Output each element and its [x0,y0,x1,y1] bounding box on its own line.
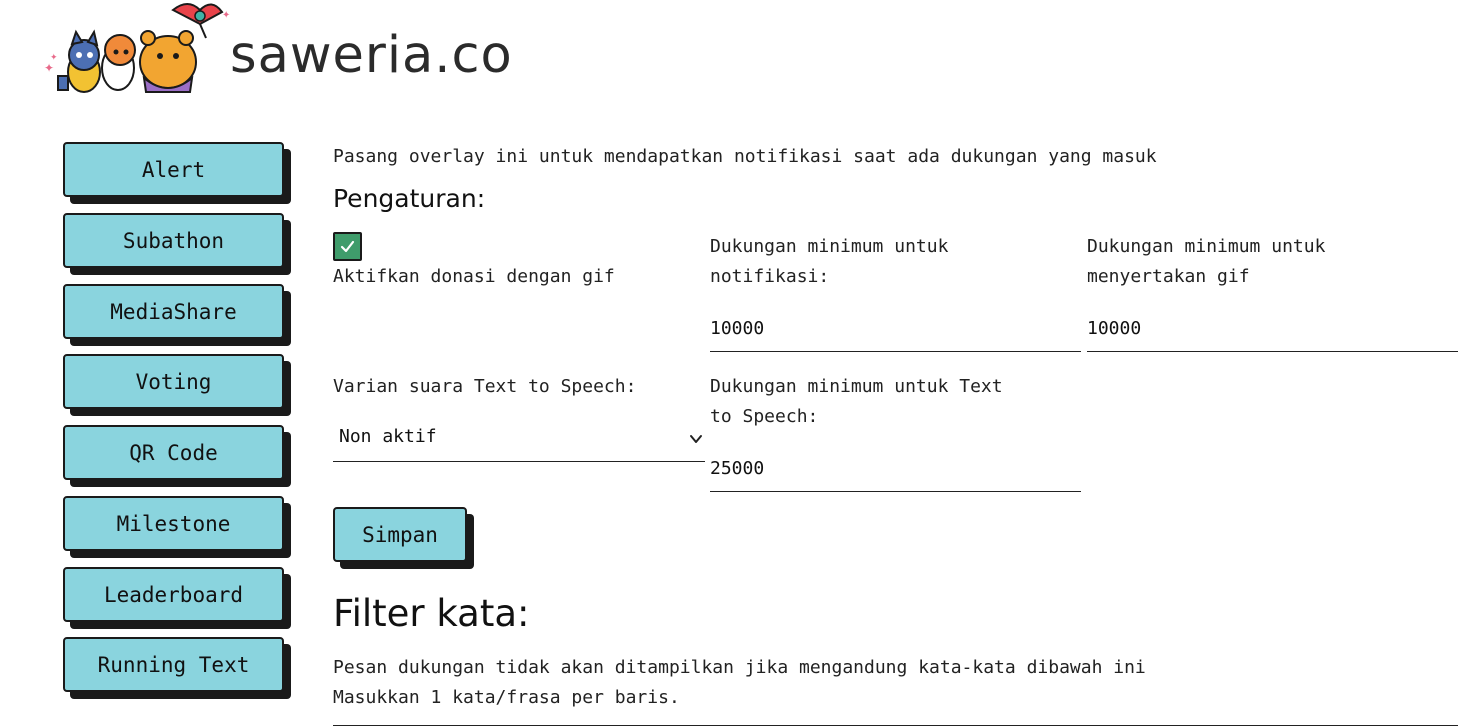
chevron-down-icon [689,432,703,446]
min-notification-label-2: notifikasi: [710,266,830,287]
min-tts-label-1: Dukungan minimum untuk Text [710,376,1003,397]
word-filter-textarea[interactable] [333,725,1458,726]
sidebar-item-alert[interactable]: Alert [63,142,284,197]
intro-text: Pasang overlay ini untuk mendapatkan notifikasi saat ada dukungan yang masuk [333,146,1157,167]
min-tts-input[interactable] [710,446,1081,492]
min-gif-value: 10000 [1087,318,1142,339]
gif-donation-checkbox[interactable] [333,232,362,261]
sidebar-item-qr-code[interactable]: QR Code [63,425,284,480]
min-gif-input[interactable] [1087,306,1458,352]
min-notification-value: 10000 [710,318,765,339]
word-filter-desc-line-1: Pesan dukungan tidak akan ditampilkan jika mengandung kata-kata dibawah ini [333,657,1146,678]
min-gif-label-1: Dukungan minimum untuk [1087,236,1326,257]
sidebar-item-leaderboard[interactable]: Leaderboard [63,567,284,622]
checkmark-icon [340,239,355,254]
settings-heading: Pengaturan: [333,184,486,213]
sidebar-item-mediashare[interactable]: MediaShare [63,284,284,339]
svg-text:✦: ✦ [222,10,231,21]
sidebar-item-subathon[interactable]: Subathon [63,213,284,268]
min-notification-label-1: Dukungan minimum untuk [710,236,949,257]
min-notification-input[interactable] [710,306,1081,352]
word-filter-desc-line-2: Masukkan 1 kata/frasa per baris. [333,687,680,708]
sidebar-item-milestone[interactable]: Milestone [63,496,284,551]
word-filter-description [333,653,1146,713]
min-tts-value: 25000 [710,458,765,479]
tts-voice-selected: Non aktif [339,426,437,447]
svg-text:✦: ✦ [44,61,55,75]
word-filter-heading: Filter kata: [333,592,530,635]
svg-text:✦: ✦ [50,53,58,63]
mascot-logo [40,0,235,100]
brand-wordmark[interactable]: saweria.co [230,26,513,85]
min-tts-label-2: to Speech: [710,406,819,427]
sidebar-item-running-text[interactable]: Running Text [63,637,284,692]
tts-voice-label: Varian suara Text to Speech: [333,376,637,397]
min-gif-label-2: menyertakan gif [1087,266,1250,287]
save-button[interactable]: Simpan [333,507,467,562]
tts-voice-select[interactable] [333,420,705,462]
sidebar-item-voting[interactable]: Voting [63,354,284,409]
gif-donation-label: Aktifkan donasi dengan gif [333,266,615,287]
